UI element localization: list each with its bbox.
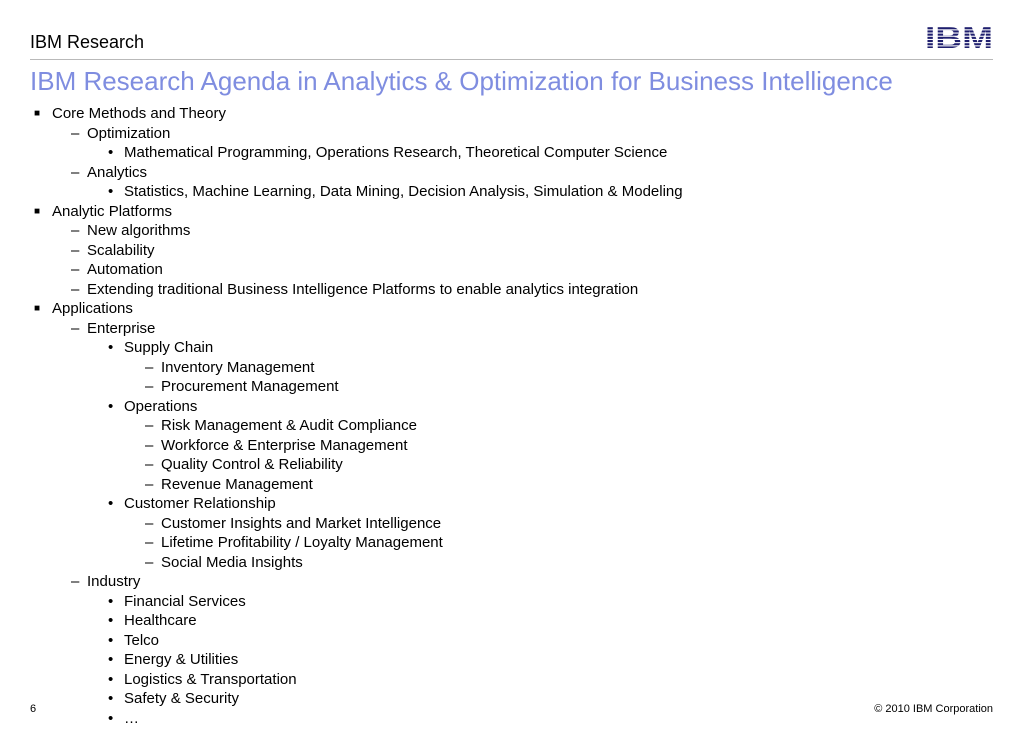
outline-item-text: Safety & Security — [124, 690, 240, 707]
bullet-icon: • — [108, 397, 114, 415]
outline-item — [0, 689, 1000, 709]
outline-item — [0, 221, 1000, 241]
dash-icon: – — [145, 358, 154, 376]
outline-item — [0, 260, 1000, 280]
outline-item-text: Automation — [87, 261, 163, 278]
outline-item-text: Supply Chain — [124, 339, 214, 356]
outline-item-text: Analytic Platforms — [52, 202, 173, 220]
bullet-icon: • — [108, 709, 114, 727]
square-bullet-icon: ■ — [34, 108, 41, 119]
outline-item-text: Customer Insights and Market Intelligence — [161, 514, 442, 532]
outline-item — [0, 494, 1000, 514]
outline-item — [0, 436, 1000, 456]
bullet-icon: • — [108, 592, 114, 610]
outline-item-text: Scalability — [87, 241, 155, 259]
outline-item-text: Statistics, Machine Learning, Data Mining, Decision Analysis, Simulation & Modeling — [124, 183, 683, 200]
bullet-icon: • — [108, 339, 114, 356]
bullet-icon: • — [108, 183, 114, 200]
square-bullet-icon: ■ — [34, 303, 41, 314]
outline-item — [0, 631, 1000, 651]
dash-icon: – — [145, 456, 154, 473]
outline-item-text: Applications — [52, 300, 133, 317]
outline-item-text: Revenue Management — [161, 475, 313, 493]
dash-icon: – — [71, 124, 80, 142]
outline-item-text: Analytics — [87, 163, 148, 181]
bullet-icon: • — [108, 651, 114, 668]
dash-icon: – — [71, 222, 80, 239]
outline-item-text: Industry — [87, 573, 141, 590]
dash-icon: – — [145, 475, 154, 493]
dash-icon: – — [71, 319, 80, 337]
dash-icon: – — [71, 241, 80, 259]
outline-list — [0, 104, 1000, 728]
ibm-logo-icon: IBM IBM — [925, 22, 993, 50]
outline-item-text: Inventory Management — [161, 358, 315, 376]
header-label: IBM Research — [30, 32, 145, 52]
outline-item-text: Customer Relationship — [124, 495, 276, 512]
outline-item — [0, 241, 1000, 261]
dash-icon: – — [145, 417, 154, 434]
dash-icon: – — [145, 378, 154, 395]
header-divider — [30, 59, 993, 60]
outline-item-text: Procurement Management — [161, 378, 339, 395]
outline-item-text: Healthcare — [124, 612, 197, 629]
outline-item — [0, 670, 1000, 690]
outline-item — [0, 416, 1000, 436]
outline-item — [0, 650, 1000, 670]
outline-item — [0, 475, 1000, 495]
outline-item — [0, 124, 1000, 144]
outline-item — [0, 553, 1000, 573]
outline-item — [0, 104, 1000, 124]
outline-item — [0, 338, 1000, 358]
outline-item-text: Operations — [124, 397, 198, 415]
outline-item-text: Quality Control & Reliability — [161, 456, 343, 473]
outline-item — [0, 572, 1000, 592]
outline-item — [0, 163, 1000, 183]
page-number: 6 — [30, 703, 37, 715]
outline-item — [0, 397, 1000, 417]
outline-item-text: Logistics & Transportation — [124, 670, 297, 688]
bullet-icon: • — [108, 670, 114, 688]
dash-icon: – — [145, 534, 154, 551]
bullet-icon: • — [108, 690, 114, 707]
outline-item — [0, 455, 1000, 475]
outline-item-text: Financial Services — [124, 592, 246, 610]
outline-item — [0, 358, 1000, 378]
dash-icon: – — [71, 573, 80, 590]
outline-item — [0, 533, 1000, 553]
outline-item — [0, 202, 1000, 222]
dash-icon: – — [71, 261, 80, 278]
bullet-icon: • — [108, 144, 114, 161]
outline-item-text: Social Media Insights — [161, 553, 303, 571]
outline-item — [0, 299, 1000, 319]
bullet-icon: • — [108, 631, 114, 649]
dash-icon: – — [145, 553, 154, 571]
outline-item — [0, 182, 1000, 202]
outline-item-text: Enterprise — [87, 319, 156, 337]
outline-item — [0, 377, 1000, 397]
outline-item-text: New algorithms — [87, 222, 191, 239]
dash-icon: – — [145, 436, 154, 454]
slide-title: IBM Research Agenda in Analytics & Optimization for Business Intelligence — [30, 66, 893, 96]
outline-item-text: Optimization — [87, 124, 171, 142]
outline-item — [0, 709, 1000, 729]
outline-item — [0, 514, 1000, 534]
outline-item-text: Extending traditional Business Intelligence Platforms to enable analytics integration — [87, 280, 639, 298]
outline-item — [0, 319, 1000, 339]
dash-icon: – — [145, 514, 154, 532]
outline-item-text: Telco — [124, 631, 160, 649]
dash-icon: – — [71, 163, 80, 181]
bullet-icon: • — [108, 612, 114, 629]
outline-item-text: Workforce & Enterprise Management — [161, 436, 408, 454]
copyright-notice: © 2010 IBM Corporation — [874, 703, 993, 715]
outline-item-text: Core Methods and Theory — [52, 105, 226, 122]
outline-item — [0, 611, 1000, 631]
outline-item-text: Energy & Utilities — [124, 651, 239, 668]
outline-item — [0, 280, 1000, 300]
dash-icon: – — [71, 280, 80, 298]
outline-item-text: Lifetime Profitability / Loyalty Management — [161, 534, 443, 551]
outline-item-text: … — [124, 709, 139, 727]
outline-item-text: Mathematical Programming, Operations Research, Theoretical Computer Science — [124, 144, 668, 161]
outline-item-text: Risk Management & Audit Compliance — [161, 417, 417, 434]
square-bullet-icon: ■ — [34, 205, 41, 217]
outline-item — [0, 592, 1000, 612]
bullet-icon: • — [108, 495, 114, 512]
outline-item — [0, 143, 1000, 163]
